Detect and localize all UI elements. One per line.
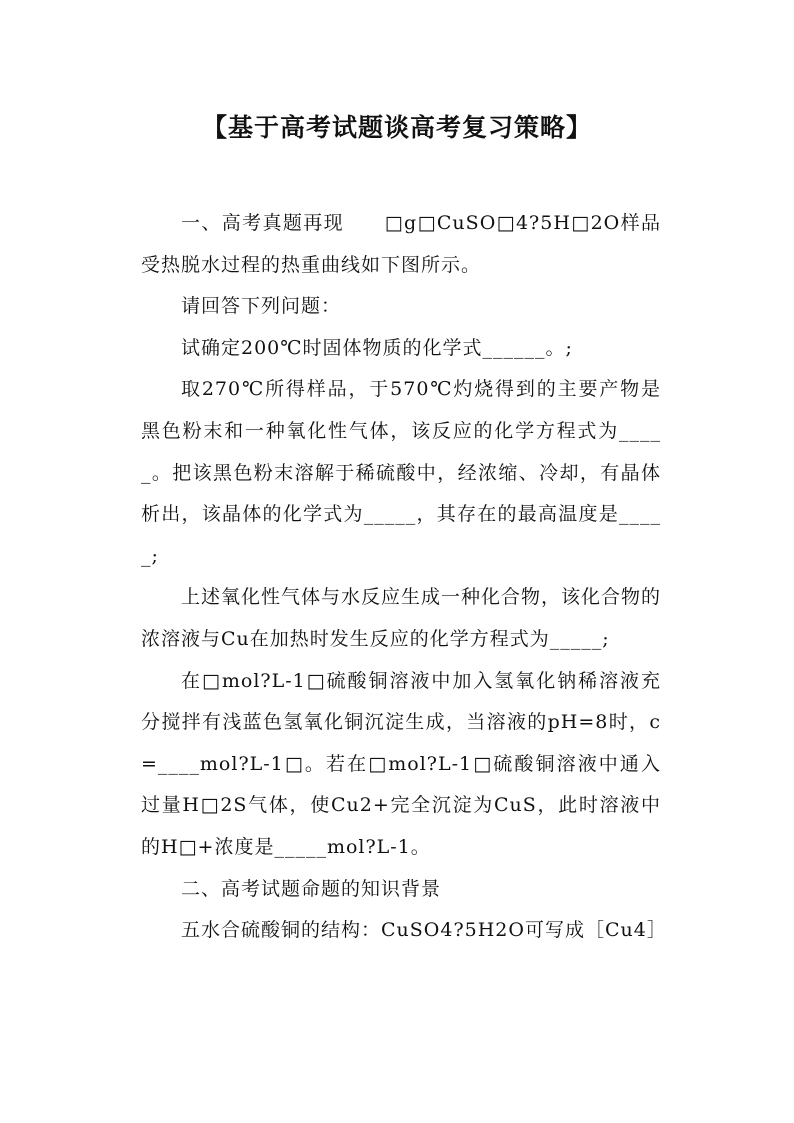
paragraph-answer-prompt: 请回答下列问题： bbox=[181, 295, 342, 318]
paragraph-exam-question-intro: 一、高考真题再现 □g□CuSO□4?5H□2O样品受热脱水过程的热重曲线如下图所示。 bbox=[141, 212, 661, 276]
paragraph-question-270c-570c: 取270℃所得样品，于570℃灼烧得到的主要产物是黑色粉末和一种氧化性气体，该反应的化学方程式为_____。把该黑色粉末溶解于稀硫酸中，经浓缩、冷却，有晶体析出，该晶体的化学式为_____，其存在的最高温度是_____; bbox=[141, 378, 661, 567]
paragraph-section-two-heading: 二、高考试题命题的知识背景 bbox=[181, 877, 442, 900]
paragraph-question-200c: 试确定200℃时固体物质的化学式______。; bbox=[181, 336, 573, 359]
document-title: 【基于高考试题谈高考复习策略】 bbox=[201, 113, 592, 142]
paragraph-question-oxidizing-gas: 上述氧化性气体与水反应生成一种化合物，该化合物的浓溶液与Cu在加热时发生反应的化学方程式为_____; bbox=[141, 586, 662, 650]
paragraph-copper-sulfate-structure: 五水合硫酸铜的结构：CuSO4?5H2O可写成［Cu4］ bbox=[181, 919, 667, 942]
paragraph-question-ph-concentration: 在□mol?L-1□硫酸铜溶液中加入氢氧化钠稀溶液充分搅拌有浅蓝色氢氧化铜沉淀生成，当溶液的pH=8时，c=____mol?L-1□。若在□mol?L-1□硫酸铜溶液中通入过量H□2S气体，使Cu2+完全沉淀为CuS，此时溶液中的H□+浓度是_____mol?L-1。 bbox=[141, 669, 661, 858]
document-body bbox=[141, 203, 667, 952]
